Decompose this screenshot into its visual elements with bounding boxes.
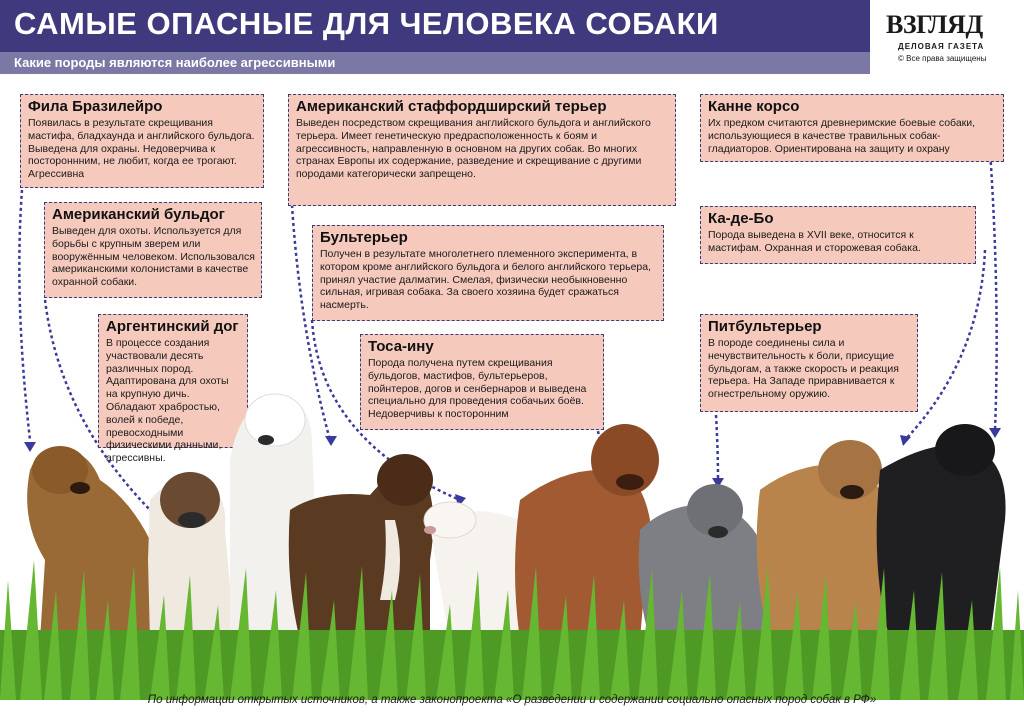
grass [0,560,1024,700]
page-subtitle: Какие породы являются наиболее агрессивными [14,55,336,70]
breed-title: Аргентинский дог [106,318,239,335]
breed-title: Фила Бразилейро [28,98,163,115]
breed-title: Американский бульдог [52,206,225,223]
breed-description: Порода получена путем скрещивания бульдогов, мастифов, бультерьеров, пойнтеров, догов и сенбернаров и выведена специально для проведения собачьих боёв. Недоверчивы к посторонним [368,357,587,421]
breed-description: Появилась в результате скрещивания мастифа, бладхаунда и английского бульдога. Выведена для охраны. Недоверчива к постороннним, не любит, когда ее трогают. Агрессивна [28,117,255,181]
breed-description: В процессе создания участвовали десять различных пород. Адаптирована для охоты на крупную дичь. Обладают храбростью, волей к победе, превосходными физическими данными, агрессивны. [106,337,229,465]
breed-title: Тоса-ину [368,338,434,355]
breed-description: Получен в результате многолетнего племенного эксперимента, в котором кроме английского бульдога и белого английского терьера, принял участие далматин. Смелая, физически необыкновенно сильная, игривая собака. За своего хозяина будет сражаться насмерть. [320,248,652,312]
page-title: САМЫЕ ОПАСНЫЕ ДЛЯ ЧЕЛОВЕКА СОБАКИ [14,6,719,41]
breed-title: Бультерьер [320,229,408,246]
footer-text: По информации открытых источников, а также законопроекта «О разведении и содержании социально опасных пород собак в РФ» [147,694,877,706]
breed-description: Порода выведена в XVII веке, относится к мастифам. Охранная и сторожевая собака. [708,229,921,254]
breed-description: Выведен для охоты. Используется для борьбы с крупным зверем или вооружённым человеком. Использовался американскими колонистами в качестве охранной собаки. [52,225,255,289]
breed-description: Выведен посредством скрещивания английского бульдога и английского терьера. Имеет генетическую предрасположенность к боям и агрессивность, направленную в основном на других собак. Во многих странах Европы их содержание, разведение и скрещивание с другими породами категорически запрещено. [296,117,651,181]
brand-name: ВЗГЛЯД [886,10,983,39]
breed-title: Ка-де-Бо [708,210,774,227]
breed-title: Питбультерьер [708,318,822,335]
breed-title: Канне корсо [708,98,800,115]
breed-description: В породе соединены сила и нечувствительность к боли, присущие бульдогам, а также скорость и реакция терьера. На Западе приравнивается к огнестрельному оружию. [708,337,899,401]
footer-source [0,690,1024,714]
breed-title: Американский стаффордширский терьер [296,98,607,115]
breed-description: Их предком считаются древнеримские боевые собаки, использующиеся в качестве травильных собак-гладиаторов. Ориентирована на защиту и охрану [708,117,976,155]
brand-rights: © Все права защищены [898,54,987,63]
brand-tagline: ДЕЛОВАЯ ГАЗЕТА [898,42,985,51]
